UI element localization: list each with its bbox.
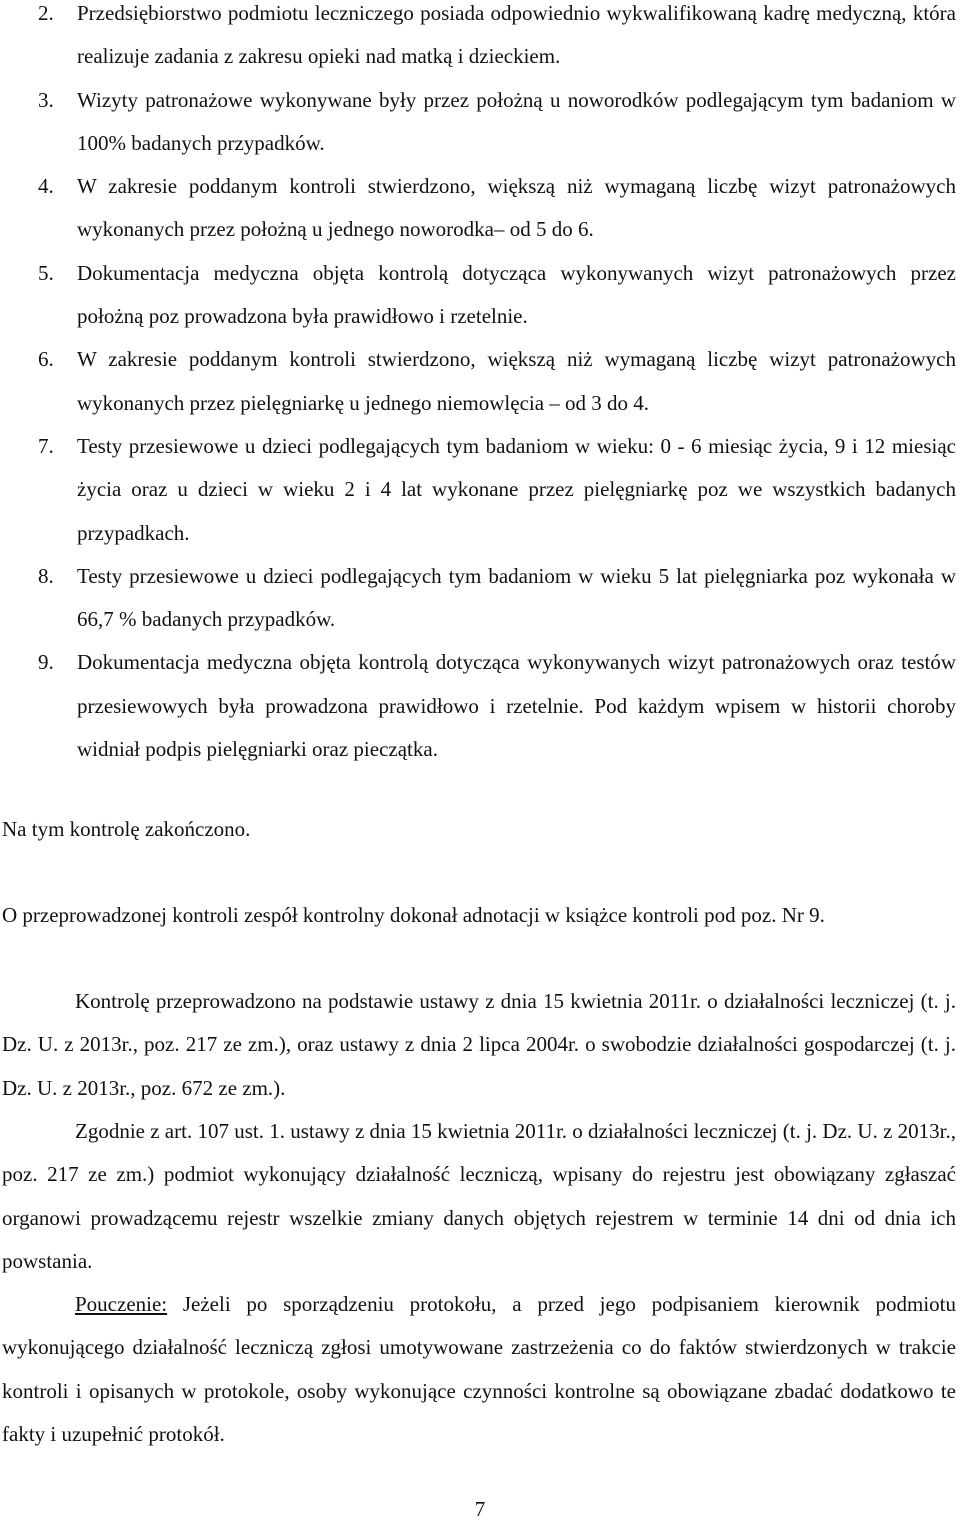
item-number: 8.	[38, 563, 54, 588]
item-text: Wizyty patronażowe wykonywane były przez położną u noworodków podlegającym tym badaniom w 100% badanych przypadków.	[77, 87, 956, 155]
item-number: 2.	[38, 1, 54, 25]
item-text: W zakresie poddanym kontroli stwierdzono, większą niż wymaganą liczbę wizyt patronażowych wykonanych przez położną u jednego noworodka– od 5 do 6.	[77, 174, 956, 242]
item-text: Dokumentacja medyczna objęta kontrolą dotycząca wykonywanych wizyt patronażowych przez położną poz prowadzona była prawidłowo i rzetelnie.	[77, 260, 956, 329]
item-number: 9.	[38, 650, 54, 675]
item-number: 3.	[38, 87, 54, 112]
list-item	[0, 555, 956, 642]
instruction-paragraph	[2, 1283, 956, 1456]
instruction-text: Jeżeli po sporządzeniu protokołu, a przed jego podpisaniem kierownik podmiotu wykonującego działalność leczniczą zgłosi umotywowane zastrzeżenia co do faktów stwierdzonych w trakcie kontroli i opisanych w protokole, osoby wykonujące czynności kontrolne są obowiązane zbadać dodatkowo te fakty i uzupełnić protokół.	[2, 1292, 956, 1446]
list-item	[0, 641, 956, 771]
item-text: Przedsiębiorstwo podmiotu leczniczego posiada odpowiednio wykwalifikowaną kadrę medyczną, która realizuje zadania z zakresu opieki nad matką i dzieckiem.	[77, 1, 956, 69]
annotation-paragraph: O przeprowadzonej kontroli zespół kontrolny dokonał adnotacji w książce kontroli pod poz. Nr 9.	[2, 903, 825, 927]
list-item	[0, 252, 956, 339]
item-number: 7.	[38, 433, 54, 458]
item-text: Testy przesiewowe u dzieci podlegających tym badaniom w wieku: 0 - 6 miesiąc życia, 9 i 12 miesiąc życia oraz u dzieci w wieku 2 i 4 lat wykonane przez pielęgniarkę poz we wszystkich badanych przypadkach.	[77, 433, 956, 545]
item-number: 4.	[38, 174, 54, 199]
list-item	[0, 79, 956, 166]
item-text: Testy przesiewowe u dzieci podlegających tym badaniom w wieku 5 lat pielęgniarka poz wykonała w 66,7 % badanych przypadków.	[77, 563, 956, 632]
article-107-paragraph: Zgodnie z art. 107 ust. 1. ustawy z dnia 15 kwietnia 2011r. o działalności leczniczej (t. j. Dz. U. z 2013r., poz. 217 ze zm.) podmiot wykonujący działalność leczniczą, wpisany do rejestru jest obowiązany zgłaszać organowi prowadzącemu rejestr wszelkie zmiany danych objętych rejestrem w terminie 14 dni od dnia ich powstania.	[2, 1119, 956, 1273]
page-number: 7	[474, 1497, 486, 1521]
closing-statement: Na tym kontrolę zakończono.	[2, 817, 251, 841]
instruction-label: Pouczenie:	[75, 1292, 168, 1316]
item-text: W zakresie poddanym kontroli stwierdzono, większą niż wymaganą liczbę wizyt patronażowych wykonanych przez pielęgniarkę u jednego niemowlęcia – od 3 do 4.	[77, 347, 956, 415]
item-text: Dokumentacja medyczna objęta kontrolą dotycząca wykonywanych wizyt patronażowych oraz testów przesiewowych była prowadzona prawidłowo i rzetelnie. Pod każdym wpisem w historii choroby widniał podpis pielęgniarki oraz pieczątka.	[77, 650, 956, 762]
item-number: 5.	[38, 260, 54, 285]
legal-basis-paragraph: Kontrolę przeprowadzono na podstawie ustawy z dnia 15 kwietnia 2011r. o działalności leczniczej (t. j. Dz. U. z 2013r., poz. 217 ze zm.), oraz ustawy z dnia 2 lipca 2004r. o swobodzie działalności gospodarczej (t. j. Dz. U. z 2013r., poz. 672 ze zm.).	[2, 989, 956, 1100]
list-item	[0, 425, 956, 555]
list-item	[0, 0, 956, 79]
item-number: 6.	[38, 347, 54, 372]
list-item	[0, 165, 956, 252]
list-item	[0, 338, 956, 425]
